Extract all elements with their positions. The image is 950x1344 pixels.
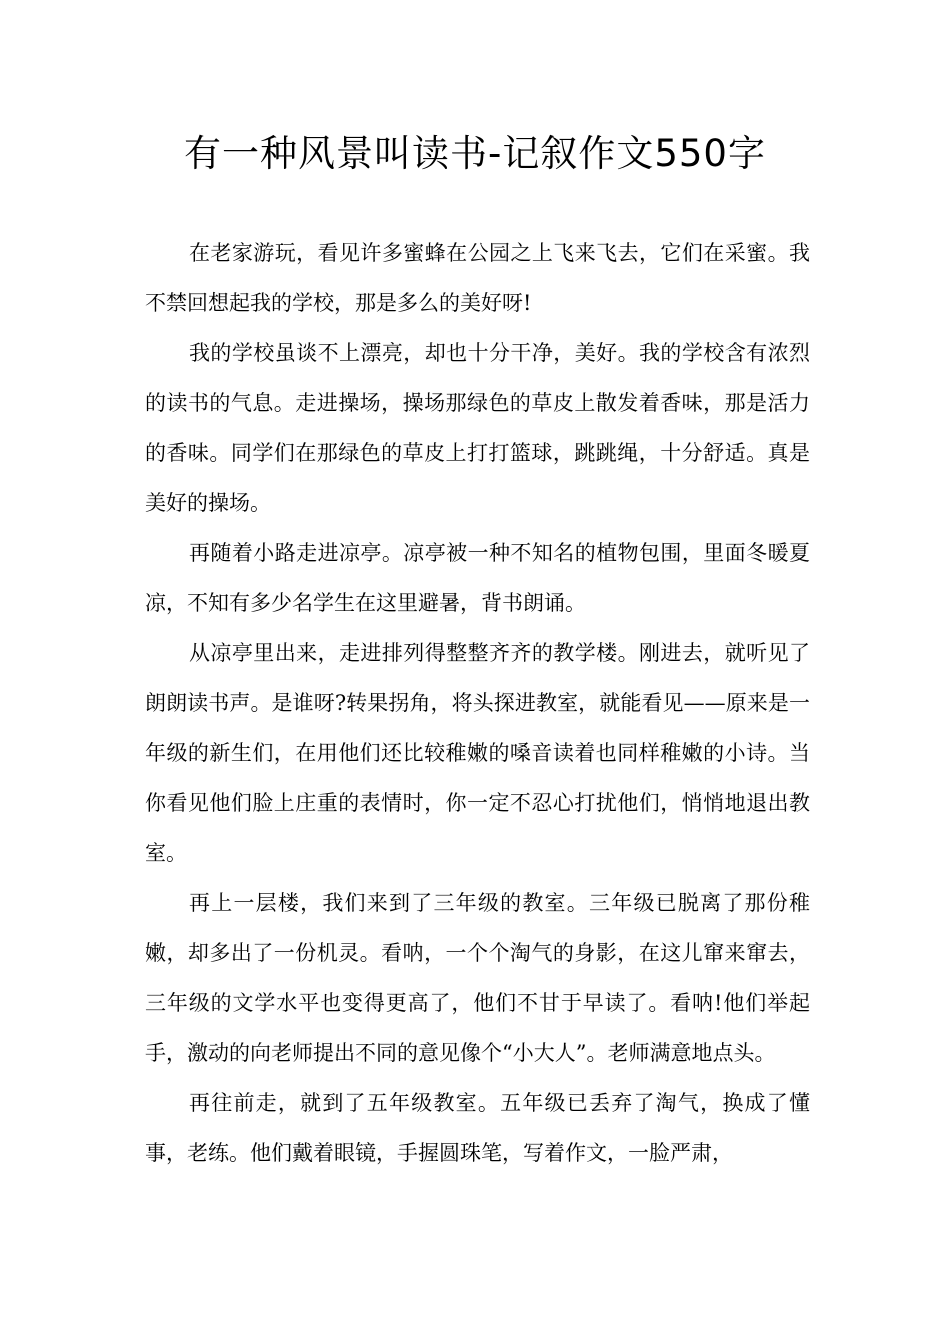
paragraph: 在老家游玩，看见许多蜜蜂在公园之上飞来飞去，它们在采蜜。我不禁回想起我的学校，那是多么的美好呀!	[145, 241, 810, 315]
document-title: 有一种风景叫读书-记叙作文550字	[184, 132, 766, 175]
paragraph: 再上一层楼，我们来到了三年级的教室。三年级已脱离了那份稚嫩，却多出了一份机灵。看呐，一个个淘气的身影，在这儿窜来窜去，三年级的文学水平也变得更高了，他们不甘于早读了。看呐!他们举起手，激动的向老师提出不同的意见像个“小大人”。老师满意地点头。	[145, 891, 810, 1065]
paragraph: 再往前走，就到了五年级教室。五年级已丢弃了淘气，换成了懂事，老练。他们戴着眼镜，手握圆珠笔，写着作文，一脸严肃，	[145, 1091, 810, 1165]
document-body	[145, 228, 810, 1178]
paragraph: 我的学校虽谈不上漂亮，却也十分干净，美好。我的学校含有浓烈的读书的气息。走进操场，操场那绿色的草皮上散发着香味，那是活力的香味。同学们在那绿色的草皮上打打篮球，跳跳绳，十分舒适。真是美好的操场。	[145, 341, 810, 515]
paragraph: 再随着小路走进凉亭。凉亭被一种不知名的植物包围，里面冬暖夏凉，不知有多少名学生在这里避暑，背书朗诵。	[145, 541, 810, 615]
paragraph: 从凉亭里出来，走进排列得整整齐齐的教学楼。刚进去，就听见了朗朗读书声。是谁呀?转果拐角，将头探进教室，就能看见——原来是一年级的新生们，在用他们还比较稚嫩的嗓音读着也同样稚嫩的小诗。当你看见他们脸上庄重的表情时，你一定不忍心打扰他们，悄悄地退出教室。	[145, 641, 810, 865]
